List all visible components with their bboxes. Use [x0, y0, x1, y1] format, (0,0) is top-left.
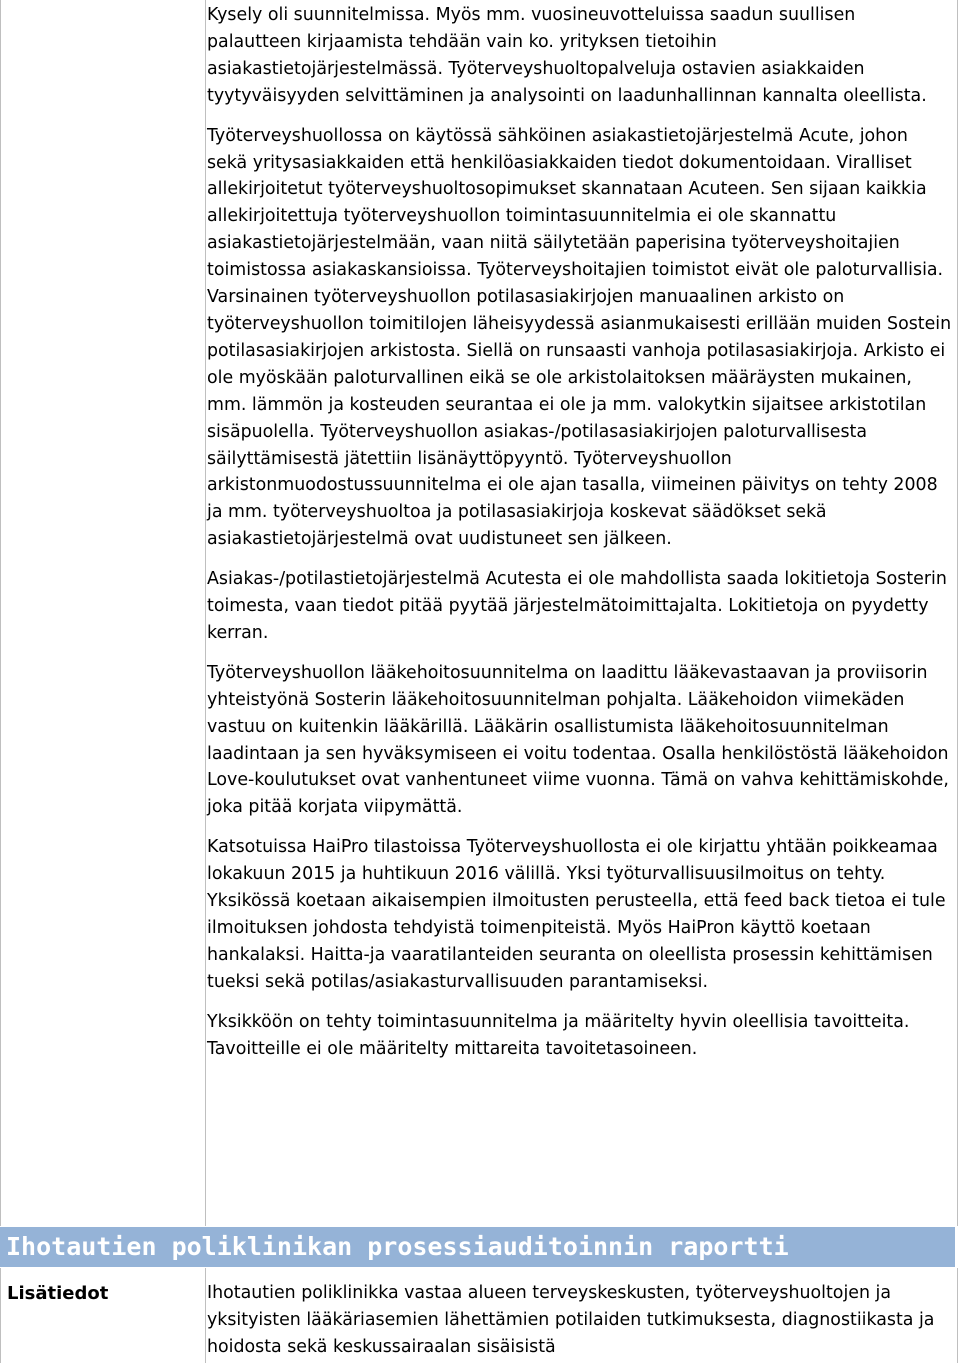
- paragraph-haipro: Katsotuissa HaiPro tilastoissa Työterveyshuollosta ei ole kirjattu yhtään poikkeamaa lokakuun 2015 ja huhtikuun 2016 välillä. Yksi työturvallisuusilmoitus on tehty. Yksikössä koetaan aikaisempien ilmoitusten perusteella, että feed back tietoa ei tule ilmoituksen johdosta tehdyistä toimenpiteistä. Myös HaiPron käyttö koetaan hankalaksi. Haitta-ja vaaratilanteiden seuranta on oleellista prosessin kehittämisen tueksi sekä potilas/asiakasturvallisuuden parantamiseksi.: [207, 837, 946, 992]
- paragraph-medication: Työterveyshuollon lääkehoitosuunnitelma on laadittu lääkevastaavan ja proviisorin yhteistyönä Sosterin lääkehoitosuunnitelman pohjalta. Lääkehoidon viimekäden vastuu on kuitenkin lääkärillä. Lääkärin osallistumista lääkehoitosuunnitelman laadintaan ja sen hyväksymiseen ei voitu todentaa. Osalla henkilöstöstä lääkehoidon Love-koulutukset ovat vanhentuneet viime vuonna. Tämä on vahva kehittämiskohde, joka pitää korjata viipymättä.: [207, 662, 949, 818]
- column-divider: [205, 0, 206, 1226]
- paragraph-plan: Yksikköön on tehty toimintasuunnitelma ja määritelty hyvin oleellisia tavoitteita. Tavoitteille ei ole määritelty mittareita tavoitetasoineen.: [207, 1011, 910, 1059]
- paragraph-survey: Kysely oli suunnitelmissa. Myös mm. vuosineuvotteluissa saadun suullisen palautteen kirjaamista tehdään vain ko. yrityksen tietoihin asiakastietojärjestelmässä. Työterveyshuoltopalveluja ostavien asiakkaiden tyytyväisyyden selvittäminen ja analysointi on laadunhallinnan kannalta oleellista.: [207, 5, 927, 106]
- findings-text: [207, 2, 952, 1076]
- lisatiedot-text: Ihotautien poliklinikka vastaa alueen terveyskeskusten, työterveyshuoltojen ja yksityisten lääkäriasemien lähettämien potilaiden tutkimuksesta, diagnostiikasta ja hoidosta sekä keskussairaalan sisäisistä: [207, 1283, 935, 1357]
- lisatiedot-content: [207, 1280, 952, 1361]
- paragraph-records: Työterveyshuollossa on käytössä sähköinen asiakastietojärjestelmä Acute, johon sekä yritysasiakkaiden että henkilöasiakkaiden tiedot dokumentoidaan. Viralliset allekirjoitetut työterveyshuoltosopimukset skannataan Acuteen. Sen sijaan kaikkia allekirjoitettuja työterveyshuollon toimintasuunnitelmia ei ole skannattu asiakastietojärjestelmään, vaan niitä säilytetään paperisina työterveyshoitajien toimistossa asiakaskansioissa. Työterveyshoitajien toimistot eivät ole paloturvallisia. Varsinainen työterveyshuollon potilasasiakirjojen manuaalinen arkisto on työterveyshuollon toimitilojen läheisyydessä asianmukaisesti erillään muiden Sostein potilasasiakirjojen arkistosta. Siellä on runsaasti vanhoja potilasasiakirjoja. Arkisto ei ole myöskään paloturvallinen eikä se ole arkistolaitoksen määräysten mukainen, mm. lämmön ja kosteuden seurantaa ei ole ja mm. valokytkin sijaitsee arkistotilan sisäpuolella. Työterveyshuollon asiakas-/potilasasiakirjojen paloturvallisesta säilyttämisestä jätettiin lisänäyttöpyyntö. Työterveyshuollon arkistonmuodostussuunnitelma ei ole ajan tasalla, viimeinen päivitys on tehty 2008 ja mm. työterveyshuoltoa ja potilasasiakirjoja koskevat säädökset sekä asiakastietojärjestelmä ovat uudistuneet sen jälkeen.: [207, 125, 952, 550]
- section-title: Ihotautien poliklinikan prosessiauditoinnin raportti: [6, 1232, 789, 1261]
- section-header-bar: [0, 1227, 955, 1267]
- paragraph-logs: Asiakas-/potilastietojärjestelmä Acutesta ei ole mahdollista saada lokitietoja Sosterin toimesta, vaan tiedot pitää pyytää järjestelmätoimittajalta. Lokitietoja on pyydetty kerran.: [207, 569, 947, 643]
- column-divider-lower: [205, 1268, 206, 1363]
- lisatiedot-label: Lisätiedot: [7, 1283, 109, 1304]
